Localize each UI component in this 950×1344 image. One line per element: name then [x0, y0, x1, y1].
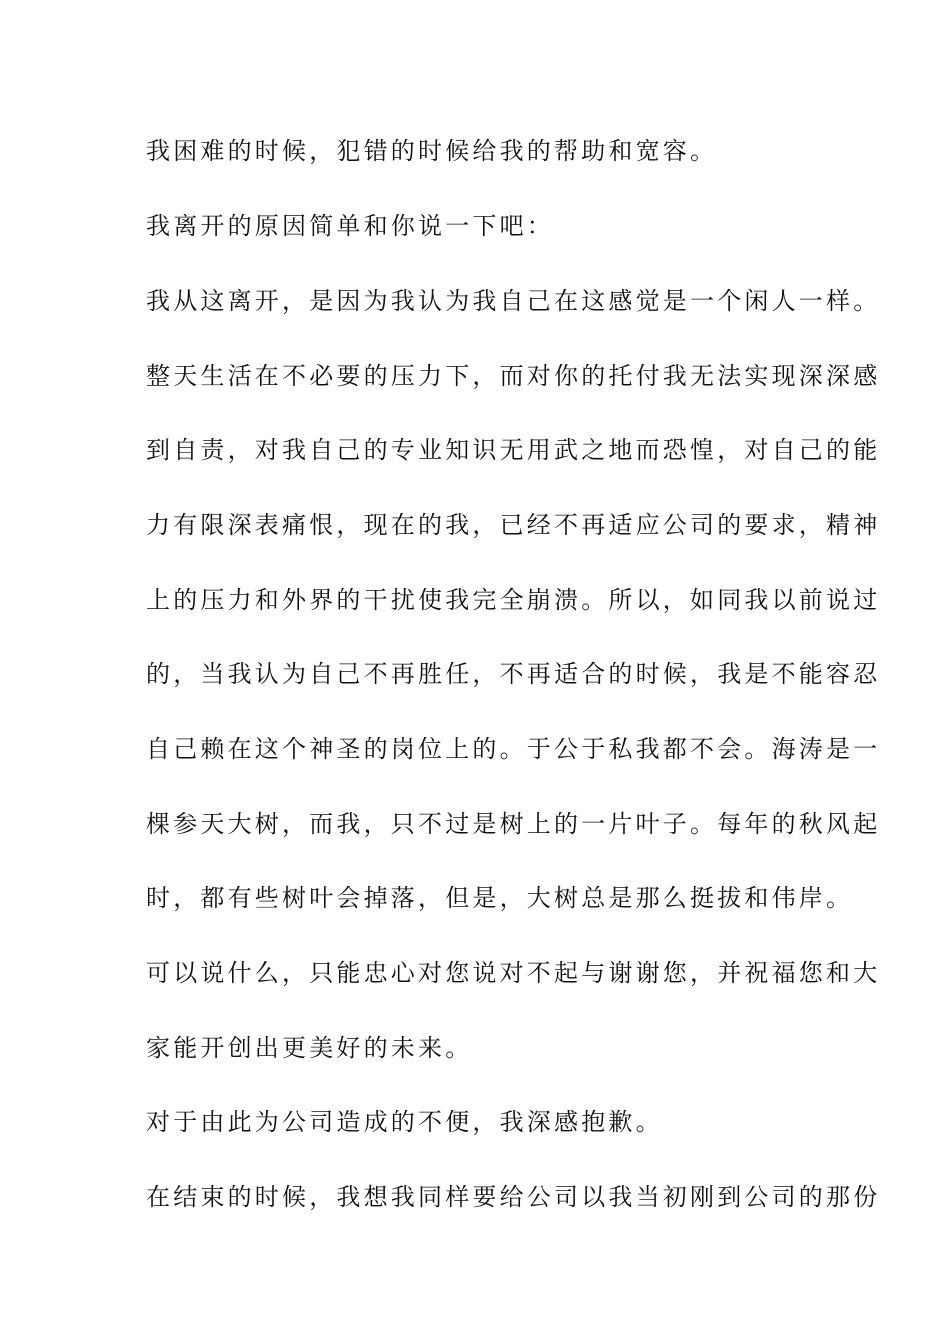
paragraph-line: 在结束的时候，我想我同样要给公司以我当初刚到公司的那份: [146, 1183, 881, 1211]
paragraph-line: 可以说什么，只能忠心对您说对不起与谢谢您，并祝福您和大: [146, 959, 881, 987]
paragraph-line: 自己赖在这个神圣的岗位上的。于公于私我都不会。海涛是一: [146, 735, 881, 763]
paragraph-line: 我离开的原因简单和你说一下吧：: [146, 212, 554, 240]
paragraph-line: 到自责，对我自己的专业知识无用武之地而恐惶，对自己的能: [146, 436, 881, 464]
paragraph-line: 的，当我认为自己不再胜任，不再适合的时候，我是不能容忍: [146, 660, 881, 688]
paragraph-line: 上的压力和外界的干扰使我完全崩溃。所以，如同我以前说过: [146, 586, 881, 614]
paragraph-line: 对于由此为公司造成的不便，我深感抱歉。: [146, 1108, 663, 1136]
paragraph-line: 力有限深表痛恨，现在的我，已经不再适应公司的要求，精神: [146, 511, 881, 539]
paragraph-line: 整天生活在不必要的压力下，而对你的托付我无法实现深深感: [146, 362, 881, 390]
paragraph-line: 棵参天大树，而我，只不过是树上的一片叶子。每年的秋风起: [146, 810, 881, 838]
paragraph-line: 家能开创出更美好的未来。: [146, 1034, 473, 1062]
paragraph-line: 我从这离开，是因为我认为我自己在这感觉是一个闲人一样。: [146, 287, 881, 315]
paragraph-line: 时，都有些树叶会掉落，但是，大树总是那么挺拔和伟岸。: [146, 884, 854, 912]
paragraph-line: 我困难的时候，犯错的时候给我的帮助和宽容。: [146, 137, 718, 165]
